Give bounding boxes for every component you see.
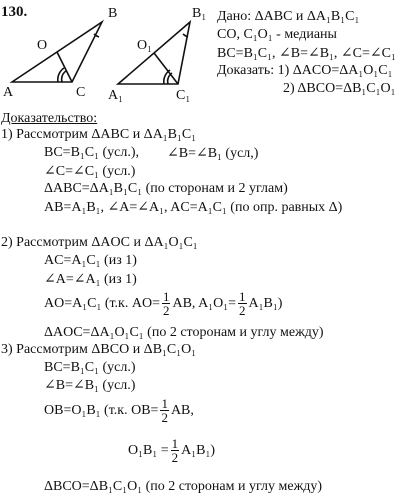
label-b1: B₁ <box>192 6 207 21</box>
step-3-ob-post: AB, <box>170 402 194 418</box>
label-a: A <box>3 85 14 100</box>
step-3-angle-b: ∠B=∠B₁ (усл.) <box>44 378 136 393</box>
step-3-bc: BC=B₁C₁ (усл.) <box>44 360 136 375</box>
step-3-title: 3) Рассмотрим ΔBCO и ΔB₁C₁O₁ <box>1 342 197 357</box>
step-2-ao <box>44 290 282 317</box>
label-a1: A₁ <box>108 88 123 103</box>
fraction-half-1: $\frac{1}{2}$ <box>162 289 170 318</box>
given-line-3: BC=B₁C₁, ∠B=∠B₁, ∠C=∠C₁ <box>217 46 396 61</box>
step-2-conclusion: ΔAOC=ΔA₁O₁C₁ (по 2 сторонам и углу между) <box>44 325 324 340</box>
step-1-conclusion: ΔABC=ΔA₁B₁C₁ (по сторонам и 2 углам) <box>44 181 288 196</box>
label-c1: C₁ <box>176 88 191 103</box>
fraction-half-4: $\frac{1}{2}$ <box>171 436 179 465</box>
step-1-angle-c: ∠C=∠C₁ (усл.) <box>44 164 136 179</box>
step-3-ob-pre: OB=O₁B₁ (т.к. OB= <box>44 402 159 418</box>
step-3-o1b1-pre: O₁B₁ = <box>128 442 169 458</box>
median-c1o1 <box>154 53 178 84</box>
fraction-half-2: $\frac{1}{2}$ <box>239 289 246 318</box>
step-2-title: 2) Рассмотрим ΔAOC и ΔA₁O₁C₁ <box>1 235 198 250</box>
given-line-1: Дано: ΔABC и ΔA₁B₁C₁ <box>217 9 360 24</box>
step-1-title: 1) Рассмотрим ΔABC и ΔA₁B₁C₁ <box>1 127 197 142</box>
step-3-o1b1-post: A₁B₁) <box>181 442 215 458</box>
step-1-consequence: AB=A₁B₁, ∠A=∠A₁, AC=A₁C₁ (по опр. равных Δ) <box>44 200 343 215</box>
step-3-conclusion: ΔBCO=ΔB₁C₁O₁ (по 2 сторонам и углу между) <box>44 479 323 494</box>
step-1-bc: BC=B₁C₁ (усл.), <box>44 145 140 160</box>
fraction-half-3: $\frac{1}{2}$ <box>161 396 168 425</box>
label-c: C <box>76 85 86 100</box>
label-o: O <box>37 38 48 53</box>
angle-mark-c1 <box>62 71 66 82</box>
median-co <box>57 52 72 82</box>
proof-heading: Доказательство: <box>1 111 98 126</box>
step-2-angle-a: ∠A=∠A₁ (из 1) <box>44 272 137 287</box>
step-2-ao-mid: AB, A₁O₁= <box>172 295 237 311</box>
step-2-ao-post: A₁B₁) <box>248 295 283 311</box>
problem-number: 130. <box>1 4 28 20</box>
step-3-o1b1 <box>128 437 215 464</box>
given-line-2: CO, C₁O₁ - медианы <box>217 27 337 42</box>
label-o1: O₁ <box>137 38 152 53</box>
label-b: B <box>108 6 118 21</box>
step-2-ac: AC=A₁C₁ (из 1) <box>44 253 137 268</box>
prove-line-2: 2) ΔBCO=ΔB₁C₁O₁ <box>283 81 396 96</box>
step-2-ao-pre: AO=A₁C₁ (т.к. AO= <box>44 295 160 311</box>
step-1-angle-b: ∠B=∠B₁ (усл,) <box>167 146 259 161</box>
prove-line-1: Доказать: 1) ΔACO=ΔA₁O₁C₁ <box>217 63 393 78</box>
step-3-ob <box>44 397 194 424</box>
